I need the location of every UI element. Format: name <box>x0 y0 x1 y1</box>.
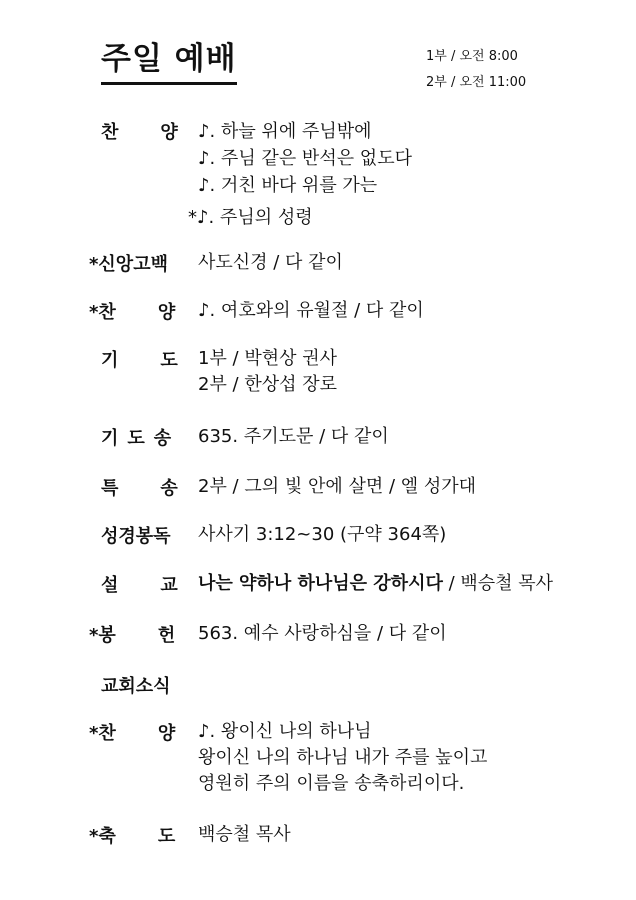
sermon-preacher: / 백승철 목사 <box>442 573 554 594</box>
order-content: 백승철 목사 <box>198 824 291 845</box>
order-content: 563. 예수 사랑하심을 / 다 같이 <box>198 623 447 644</box>
order-label: *봉 헌 <box>89 625 176 646</box>
order-label: 기 도 송 <box>101 428 172 449</box>
order-label: *신앙고백 <box>89 254 168 275</box>
order-label: *축 도 <box>89 826 176 847</box>
service-time-1: 1부 / 오전 8:00 <box>426 49 518 64</box>
service-times <box>426 44 526 96</box>
order-label: *찬 양 <box>89 302 176 323</box>
order-label: 찬 양 <box>101 122 178 143</box>
order-content: 1부 / 박현상 권사 2부 / 한상섭 장로 <box>198 348 338 395</box>
order-content: ♪. 하늘 위에 주님밖에 ♪. 주님 같은 반석은 없도다 ♪. 거친 바다 위를 가는 *♪. 주님의 성령 <box>188 121 412 228</box>
order-content: 2부 / 그의 빛 안에 살면 / 엘 성가대 <box>198 476 477 497</box>
order-content <box>198 571 553 597</box>
order-label: *찬 양 <box>89 723 176 744</box>
order-content: 사사기 3:12~30 (구약 364쪽) <box>198 524 447 545</box>
service-time-2: 2부 / 오전 11:00 <box>426 75 527 90</box>
order-content: ♪. 여호와의 유월절 / 다 같이 <box>198 300 424 321</box>
order-content: 635. 주기도문 / 다 같이 <box>198 426 389 447</box>
order-content: ♪. 왕이신 나의 하나님 왕이신 나의 하나님 내가 주를 높이고 영원히 주의 이름을 송축하리이다. <box>198 721 488 794</box>
order-label: 특 송 <box>101 478 178 499</box>
sermon-title: 나는 약하나 하나님은 강하시다 <box>198 573 443 594</box>
page-title: 주일 예배 <box>101 42 237 85</box>
order-content: 사도신경 / 다 같이 <box>198 252 343 273</box>
order-label: 설 교 <box>101 575 178 596</box>
order-label: 교회소식 <box>101 676 171 697</box>
order-label: 성경봉독 <box>101 526 171 547</box>
order-label: 기 도 <box>101 350 178 371</box>
